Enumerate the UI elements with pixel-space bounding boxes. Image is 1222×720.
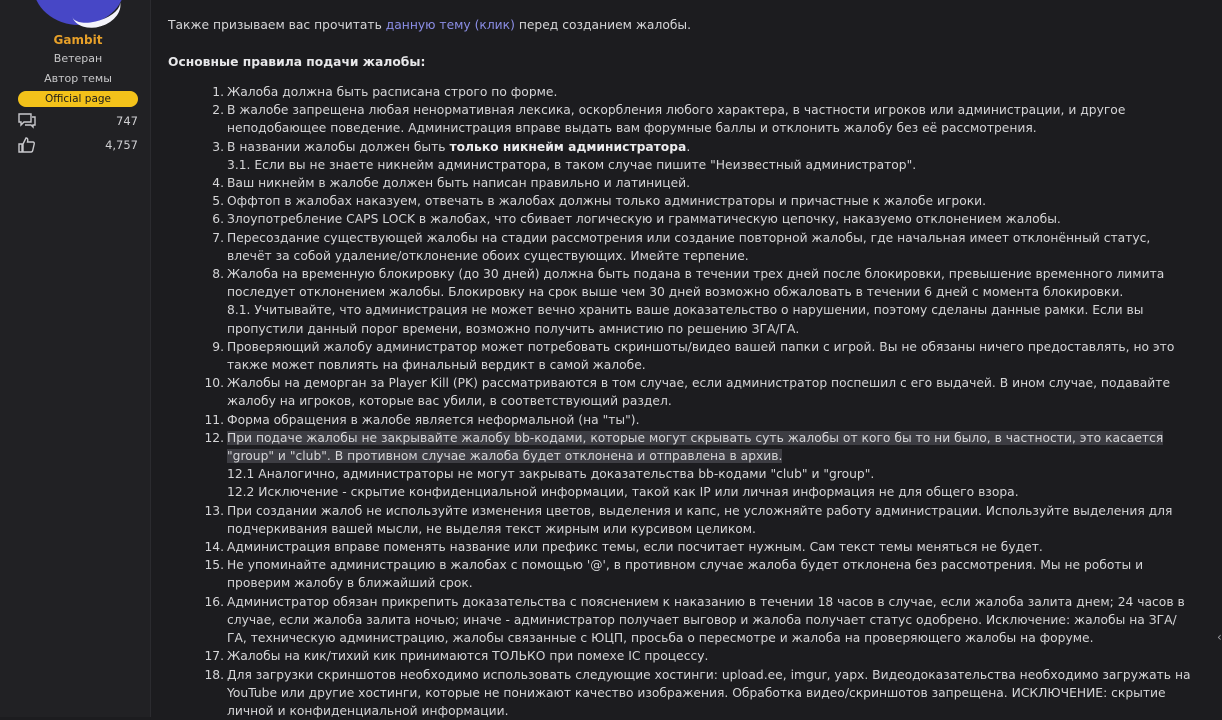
intro-before: Также призываем вас прочитать (168, 18, 386, 32)
rule-item: 18. Для загрузки скриншотов необходимо использовать следующие хостинги: upload.ee, imgur, yapx. Видеодоказательства необходимо загружать на YouTube или другие хостинги, которые не понижают качество изображения. Обработка видео/скриншотов запрещена. ИСКЛЮЧЕНИЕ: скрытие личной и конфиденциальной информации. (206, 666, 1196, 720)
moon-logo-icon (67, 0, 126, 34)
author-name[interactable]: Gambit (0, 33, 156, 47)
messages-stat (18, 112, 140, 130)
rule-item: 12. При подаче жалобы не закрывайте жалобу bb-кодами, которые могут скрывать суть жалобы от кого бы то ни было, в частности, это касается "group" и "club". В противном случае жалоба будет отклонена и отправлена в архив. 12.1 Аналогично, администраторы не могут закрывать доказательства bb-кодами "club" и "group". 12.2 Исключение - скрытие конфиденциальной информации, такой как IP или личная информация не для общего взора. (206, 429, 1196, 502)
author-role: Автор темы (0, 72, 156, 85)
rules-heading: Основные правила подачи жалобы: (168, 53, 425, 71)
intro-text (168, 16, 691, 34)
rule-item: 10. Жалобы на деморган за Player Kill (PK) рассматриваются в том случае, если администратор поспешил с его выдачей. В ином случае, подавайте жалобу на игроков, которые вас убили, в соответствующий раздел. (206, 374, 1196, 410)
author-sidebar (0, 0, 151, 717)
comments-icon (18, 112, 36, 130)
rule-item: 1. Жалоба должна быть расписана строго по форме. (206, 83, 1196, 101)
rules-list (206, 83, 1196, 720)
rule-item: 4. Ваш никнейм в жалобе должен быть написан правильно и латиницей. (206, 174, 1196, 192)
rule-item: 9. Проверяющий жалобу администратор может потребовать скриншоты/видео вашей папки с игрой. Вы не обязаны ничего предоставлять, но это также может повлиять на финальный вердикт в самой жалобе. (206, 338, 1196, 374)
rule-item: 8. Жалоба на временную блокировку (до 30 дней) должна быть подана в течении трех дней после блокировки, превышение временного лимита последует отклонением жалобы. Блокировку на срок выше чем 30 дней возможно обжаловать в течении 6 дней с момента блокировки. 8.1. Учитывайте, что администрация не может вечно хранить ваше доказательство о нарушении, поэтому сделаны данные рамки. Если вы пропустили данный порог времени, возможно получить амнистию по решению ЗГА/ГА. (206, 265, 1196, 338)
rule-subitem: 12.1 Аналогично, администраторы не могут закрывать доказательства bb-кодами "club" и "group". (227, 465, 1196, 483)
rule-item: 11. Форма обращения в жалобе является неформальной (на "ты"). (206, 411, 1196, 429)
rule-item: 3. В названии жалобы должен быть только никнейм администратора. 3.1. Если вы не знаете никнейм администратора, в таком случае пишите "Неизвестный администратор". (206, 138, 1196, 174)
reactions-stat (18, 136, 140, 154)
rule-item: 6. Злоупотребление CAPS LOCK в жалобах, что сбивает логическую и грамматическую цепочку, наказуемо отклонением жалобы. (206, 210, 1196, 228)
resize-handle-icon[interactable]: ‹ (1217, 630, 1221, 648)
topic-link[interactable]: данную тему (клик) (386, 18, 515, 32)
author-title: Ветеран (0, 52, 156, 65)
rule-item: 15. Не упоминайте администрацию в жалобах с помощью '@', в противном случае жалоба будет отклонена без рассмотрения. Мы не роботы и проверим жалобу в ближайший срок. (206, 556, 1196, 592)
rule-subitem: 12.2 Исключение - скрытие конфиденциальной информации, такой как IP или личная информация не для общего взора. (227, 483, 1196, 501)
rule-item: 7. Пересоздание существующей жалобы на стадии рассмотрения или создание повторной жалобы, где начальная имеет отклонённый статус, влечёт за собой удаление/отклонение обоих существующих. Имейте терпение. (206, 229, 1196, 265)
rule-subitem: 8.1. Учитывайте, что администрация не может вечно хранить ваше доказательство о нарушении, поэтому сделаны данные рамки. Если вы пропустили данный порог времени, возможно получить амнистию по решению ЗГА/ГА. (227, 301, 1196, 337)
official-page-banner: Official page (18, 91, 138, 107)
rule-item: 17. Жалобы на кик/тихий кик принимаются ТОЛЬКО при помехе IC процессу. (206, 647, 1196, 665)
intro-after: перед созданием жалобы. (515, 18, 691, 32)
rule-item: 13. При создании жалоб не используйте изменения цветов, выделения и капс, не усложняйте работу администрации. Используйте выделения для подчеркивания вашей мысли, не выделяя текст жирным или курсивом целиком. (206, 502, 1196, 538)
post-body (168, 0, 1208, 717)
thumbs-up-icon (18, 136, 36, 154)
messages-count: 747 (116, 114, 138, 128)
rule-item: 14. Администрация вправе поменять название или префикс темы, если посчитает нужным. Сам текст темы меняться не будет. (206, 538, 1196, 556)
rule-item: 5. Оффтоп в жалобах наказуем, отвечать в жалобах должны только администраторы и причастные к жалобе игроки. (206, 192, 1196, 210)
rule-item: 16. Администратор обязан прикрепить доказательства с пояснением к наказанию в течении 18 часов в случае, если жалоба залита днем; 24 часов в случае, если жалоба залита ночью; иначе - администратор получает выговор и жалоба получает статус одобрено. Исключение: жалобы на ЗГА/ГА, техническую администрацию, жалобы связанные с ЮЦП, просьба о пересмотре и жалоба на проверяющего жалобы на форуме. (206, 593, 1196, 648)
highlighted-text: При подаче жалобы не закрывайте жалобу bb-кодами, которые могут скрывать суть жалобы от кого бы то ни было, в частности, это касается "group" и "club". В противном случае жалоба будет отклонена и отправлена в архив. (227, 431, 1163, 463)
reactions-count: 4,757 (105, 138, 138, 152)
rule-item: 2. В жалобе запрещена любая ненормативная лексика, оскорбления любого характера, в частности игроков или администрации, и другое неподобающее поведение. Администрация вправе выдать вам форумные баллы и отклонить жалобу без её рассмотрения. (206, 101, 1196, 137)
rule-subitem: 3.1. Если вы не знаете никнейм администратора, в таком случае пишите "Неизвестный администратор". (227, 156, 1196, 174)
avatar[interactable] (33, 0, 125, 25)
